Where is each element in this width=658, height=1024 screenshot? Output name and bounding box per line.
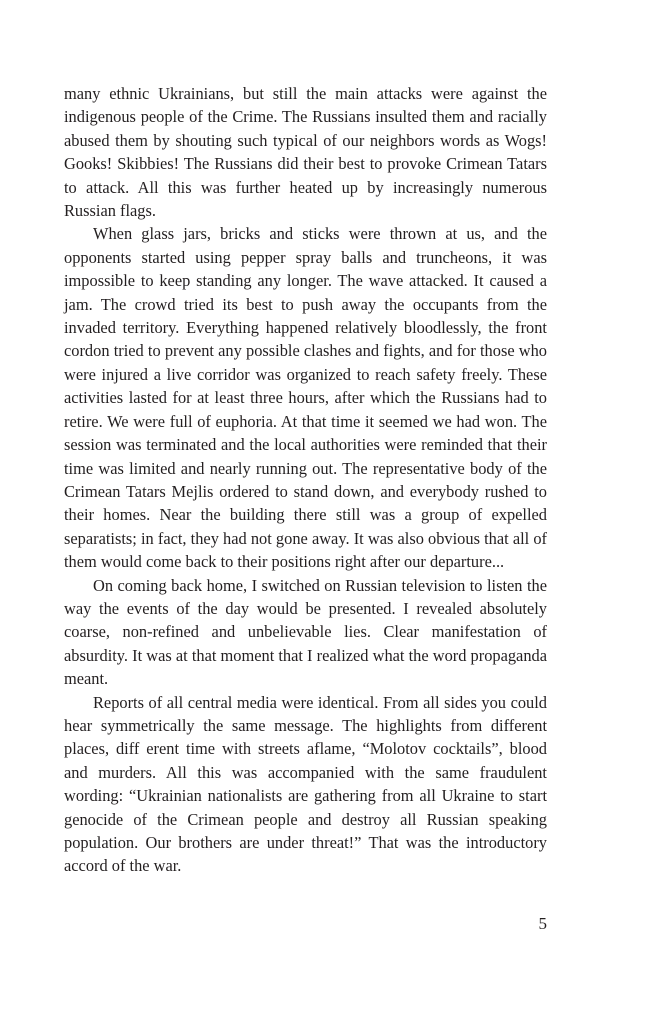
paragraph-4: Reports of all central media were identical. From all sides you could hear symmetrically the same message. The highlights from different places, diff erent time with streets aflame, “Molotov cocktails”, blood and murders. All this was accompanied with the same fraudulent wording: “Ukrainian nationalists are gathering from all Ukraine to start genocide of the Crimean people and destroy all Russian speaking population. Our brothers are under threat!” That was the introductory accord of the war. [64,692,547,876]
paragraph-1: many ethnic Ukrainians, but still the main attacks were against the indigenous people of the Crime. The Russians insulted them and racially abused them by shouting such typical of our neighbors words as Wogs! Gooks! Skibbies! The Russians did their best to provoke Crimean Tatars to attack. All this was further heated up by increasingly numerous Russian flags. [64,84,547,221]
page-number: 5 [538,914,547,933]
paragraph-3: On coming back home, I switched on Russian television to listen the way the events of the day would be presented. I revealed absolutely coarse, non-refined and unbelievable lies. Clear manifestation of absurdity. It was at that moment that I realized what the word propaganda meant. [64,575,547,689]
paragraph-2: When glass jars, bricks and sticks were thrown at us, and the opponents started using pepper spray balls and truncheons, it was impossible to keep standing any longer. The wave attacked. It caused a jam. The crowd tried its best to push away the occupants from the invaded territory. Everything happened relatively bloodlessly, the front cordon tried to prevent any possible clashes and fights, and for those who were injured a live corridor was organized to reach safety freely. These activities lasted for at least three hours, after which the Russians had to retire. We were full of euphoria. At that time it seemed we had won. The session was terminated and the local authorities were reminded that their time was limited and nearly running out. The representative body of the Crimean Tatars Mejlis ordered to stand down, and everybody rushed to their homes. Near the building there still was a group of expelled separatists; in fact, they had not gone away. It was also obvious that all of them would come back to their positions right after our departure... [64,224,547,572]
body-text [64,82,547,878]
